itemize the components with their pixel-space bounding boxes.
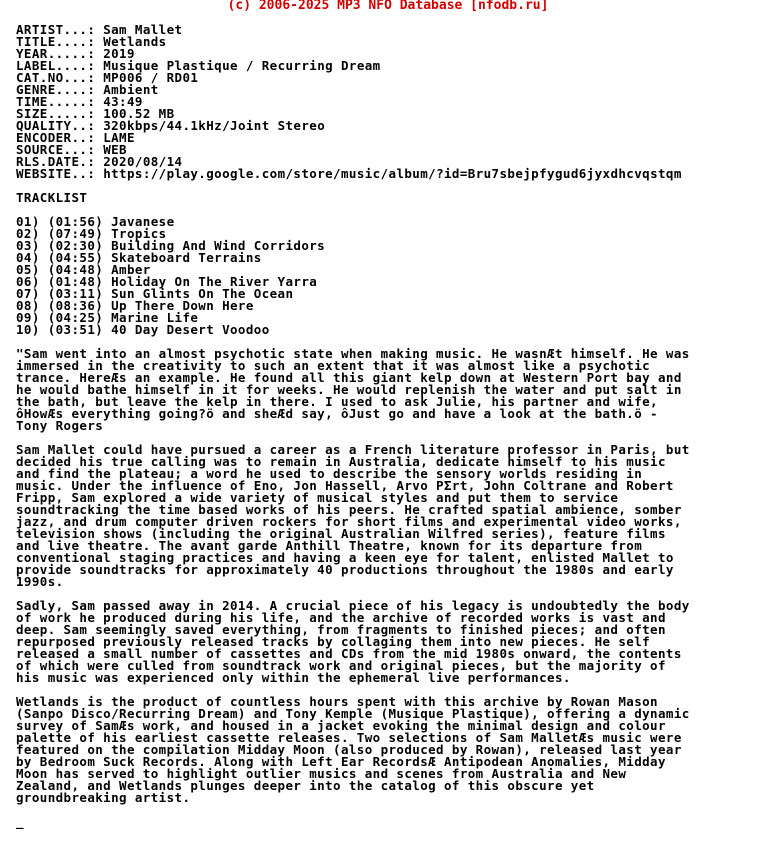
release-paragraph: Wetlands is the product of countless hours spent with this archive by Rowan Mason (Sanpo Disco/Recurring Dream) and Tony Kemple (Musique Plastique), offering a dynamic survey of SamÆs work, and housed in a jacket evoking the minimal design and colour palette of his earliest cassette releases. Two selections of Sam MalletÆs music were featured on the compilation Midday Moon (also produced by Rowan), released last year by Bedroom Suck Records. Along with Left Ear RecordsÆ Antipodean Anomalies, Midday Moon has served to highlight outlier musics and scenes from Australia and New Zealand, and Wetlands plunges deeper into the catalog of this obscure yet groundbreaking artist. [16, 694, 690, 805]
info-value: 43:49 [103, 94, 143, 109]
track-item: 01) (01:56) Javanese [16, 214, 175, 229]
info-value: 100.52 MB [103, 106, 175, 121]
track-item: 04) (04:55) Skateboard Terrains [16, 250, 262, 265]
track-item: 09) (04:25) Marine Life [16, 310, 199, 325]
track-item: 06) (01:48) Holiday On The River Yarra [16, 274, 318, 289]
info-key: SOURCE...: [16, 142, 96, 157]
tracklist-heading: TRACKLIST [16, 190, 88, 205]
track-item: 08) (08:36) Up There Down Here [16, 298, 254, 313]
info-key: GENRE....: [16, 82, 96, 97]
info-key: YEAR.....: [16, 46, 96, 61]
info-value: 2020/08/14 [103, 154, 183, 169]
info-value: WEB [103, 142, 127, 157]
info-value: https://play.google.com/store/music/album/?id=Bru7sbejpfygud6jyxdhcvqstqm [103, 166, 682, 181]
info-value: Wetlands [103, 34, 167, 49]
info-key: SIZE.....: [16, 106, 96, 121]
info-key: RLS.DATE.: [16, 154, 96, 169]
info-key: QUALITY..: [16, 118, 96, 133]
info-value: 2019 [103, 46, 135, 61]
info-key: TITLE....: [16, 34, 96, 49]
info-value: 320kbps/44.1kHz/Joint Stereo [103, 118, 326, 133]
info-key: LABEL....: [16, 58, 96, 73]
info-value: Musique Plastique / Recurring Dream [103, 58, 381, 73]
info-key: WEBSITE..: [16, 166, 96, 181]
bio-paragraph: Sam Mallet could have pursued a career as a French literature professor in Paris, but decided his true calling was to remain in Australia, dedicate himself to his music and find the plateau; a word he used to describe the sensory worlds residing in music. Under the influence of Eno, Jon Hassell, Arvo PΣrt, John Coltrane and Robert Fripp, Sam explored a wide variety of musical styles and put them to service soundtracking the time based works of his peers. He crafted spatial ambience, somber jazz, and drum computer driven rockers for short films and experimental video works, television shows (including the original Australian Wilfred series), feature films and live theatre. The avant garde Anthill Theatre, known for its departure from conventional staging practices and having a keen eye for talent, enlisted Mallet to provide soundtracks for approximately 40 productions throughout the 1980s and early 1990s. [16, 442, 690, 589]
track-item: 07) (03:11) Sun Glints On The Ocean [16, 286, 294, 301]
track-item: 02) (07:49) Tropics [16, 226, 167, 241]
track-item: 05) (04:48) Amber [16, 262, 151, 277]
info-key: ENCODER..: [16, 130, 96, 145]
info-website [16, 168, 690, 180]
track-item: 10) (03:51) 40 Day Desert Voodoo [16, 322, 270, 337]
end-marker: _ [16, 814, 24, 829]
info-key: TIME.....: [16, 94, 96, 109]
info-value: LAME [103, 130, 135, 145]
info-key: ARTIST...: [16, 22, 96, 37]
quote-paragraph: "Sam went into an almost psychotic state when making music. He wasnÆt himself. He was immersed in the creativity to such an extent that it was almost like a psychotic trance. HereÆs an example. He found all this giant kelp down at Western Port bay and he would bathe himself in it for weeks. He would replenish the water and put salt in the bath, but leave the kelp in there. I used to ask Julie, his partner and wife, ôHowÆs everything going?ö and sheÆd say, ôJust go and have a look at the bath.ö - Tony Rogers [16, 346, 690, 433]
info-value: MP006 / RD01 [103, 70, 199, 85]
track-item: 03) (02:30) Building And Wind Corridors [16, 238, 326, 253]
info-key: CAT.NO...: [16, 70, 96, 85]
nfo-text [16, 24, 690, 828]
info-value: Sam Mallet [103, 22, 183, 37]
site-banner: (c) 2006-2025 MP3 NFO Database [nfodb.ru] [227, 0, 549, 13]
info-value: Ambient [103, 82, 159, 97]
legacy-paragraph: Sadly, Sam passed away in 2014. A crucial piece of his legacy is undoubtedly the body of work he produced during his life, and the archive of recorded works is vast and deep. Sam seemingly saved everything, from fragments to finished pieces; and often repurposed previously released tracks by collaging them into new pieces. He self released a small number of cassettes and CDs from the mid 1980s onward, the contents of which were culled from soundtrack work and original pieces, but the majority of his music was experienced only within the ephemeral live performances. [16, 598, 690, 685]
